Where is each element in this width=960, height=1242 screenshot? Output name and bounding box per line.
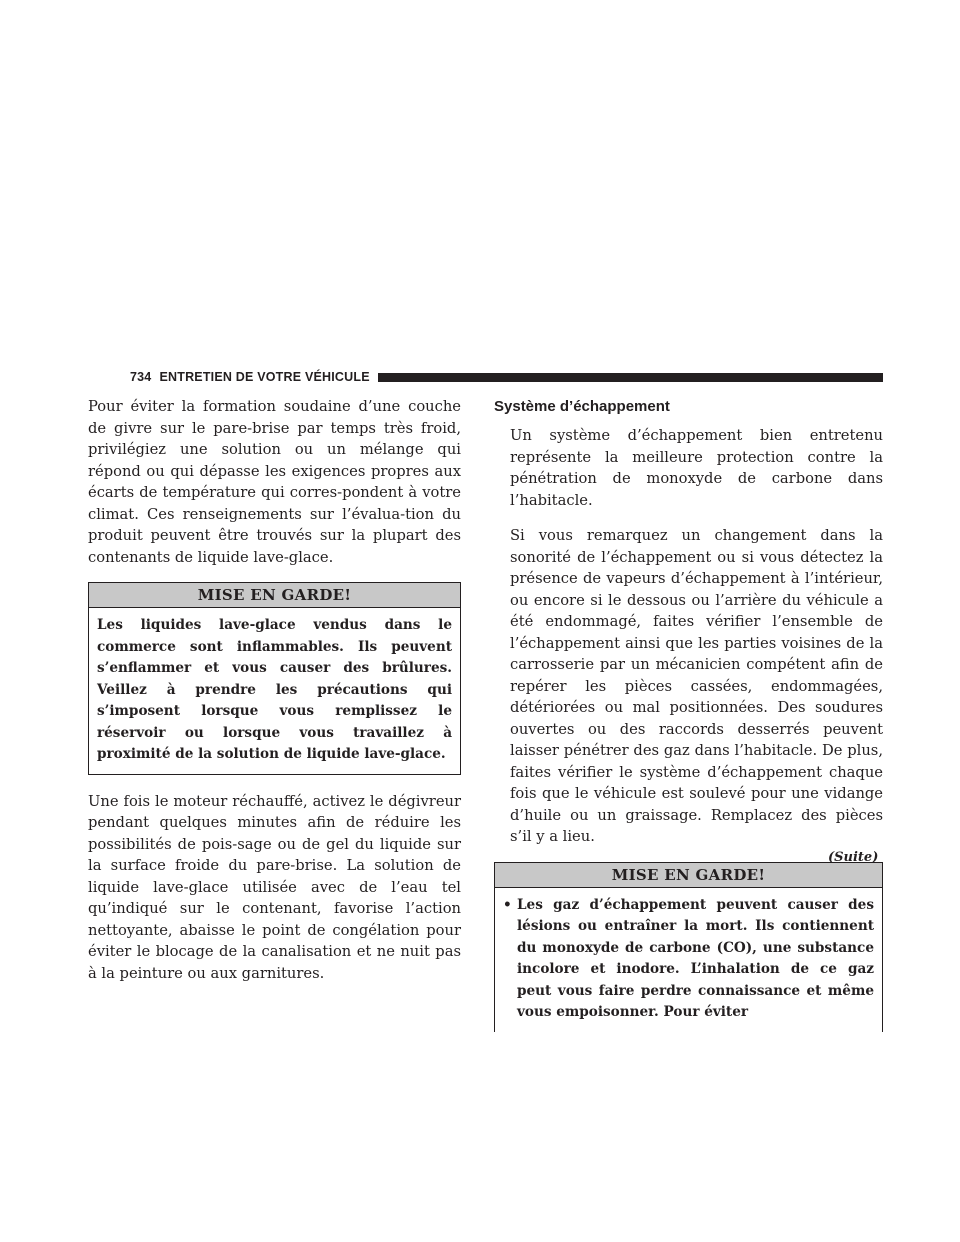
continued-label: (Suite) xyxy=(828,850,879,865)
exhaust-inspection-paragraph: Si vous remarquez un changement dans la sonorité de l’échappement ou si vous détectez la présence de vapeurs d’échappement à l’intérieur, ou encore si le dessous ou l’arrière du véhicule a été endommagé, faites vérifier l’ensemble de l’échappement ainsi que les parties voisines de la carrosserie par un mécanicien compétent afin de repérer les pièces cassées, endommagées, détériorées ou mal positionnées. Des soudures ouvertes ou des raccords desserrés peuvent laisser pénétrer des gaz dans l’habitacle. De plus, faites vérifier le système d’échappement chaque fois que le véhicule est soulevé pour une vidange d’huile ou un graissage. Remplacez des pièces s’il y a lieu. xyxy=(510,527,883,845)
right-column xyxy=(494,396,883,1048)
defroster-paragraph: Une fois le moteur réchauffé, activez le dégivreur pendant quelques minutes afin de réduire les possibilités de pois-sage ou de gel du liquide sur la surface froide du pare-brise. La solution de liquide lave-glace utilisée avec de l’eau tel qu’indiqué sur le contenant, favorise l’action nettoyante, abaisse le point de congélation pour éviter le blocage de la canalisation et ne nuit pas à la peinture ou aux garnitures. xyxy=(88,792,461,982)
bullet-icon: • xyxy=(503,896,512,913)
warning-title: MISE EN GARDE! xyxy=(495,863,882,888)
exhaust-intro-paragraph: Un système d’échappement bien entretenu représente la meilleure protection contre la pénétration de monoxyde de carbone dans l’habitacle. xyxy=(510,427,883,509)
warning-text: Les liquides lave-glace vendus dans le commerce sont inflammables. Ils peuvent s’enflammer et vous causer des brûlures. Veillez à prendre les précautions qui s’imposent lorsque vous remplissez le réservoir ou lorsque vous travaillez à proximité de la solution de liquide lave-glace. xyxy=(97,617,452,762)
header-rule xyxy=(378,373,883,382)
left-column xyxy=(88,396,461,998)
page-header xyxy=(130,369,883,385)
warning-bullet xyxy=(503,895,874,1024)
exhaust-heading: Système d’échappement xyxy=(494,398,670,415)
section-title: ENTRETIEN DE VOTRE VÉHICULE xyxy=(159,370,370,384)
warning-title: MISE EN GARDE! xyxy=(89,583,460,608)
page-number: 734 xyxy=(130,370,152,384)
warning-box-washer xyxy=(88,582,461,775)
warning-bullet-text: Les gaz d’échappement peuvent causer des lésions ou entraîner la mort. Ils contiennent du monoxyde de carbone (CO), une substance incolore et inodore. L’inhalation de ce gaz peut vous faire perdre connaissance et même vous empoisonner. Pour éviter xyxy=(517,896,874,1020)
warning-box-exhaust xyxy=(494,862,883,1032)
washer-fluid-paragraph: Pour éviter la formation soudaine d’une couche de givre sur le pare-brise par temps très froid, privilégiez une solution ou un mélange qui répond ou qui dépasse les exigences propres aux écarts de température qui corres-pondent à votre climat. Ces renseignements sur l’évalua-tion du produit peuvent être trouvés sur la plupart des contenants de liquide lave-glace. xyxy=(88,398,461,566)
